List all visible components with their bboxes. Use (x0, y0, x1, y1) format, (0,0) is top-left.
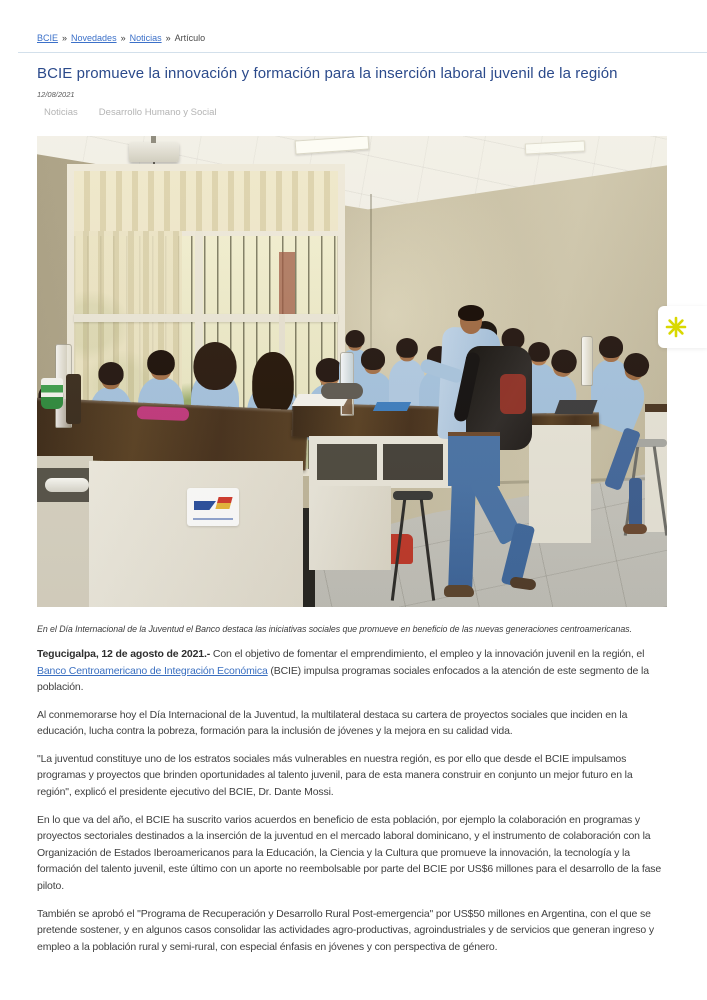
window-mullion (74, 314, 338, 322)
paragraph-4: En lo que va del año, el BCIE ha suscrito varios acuerdos en beneficio de esta población, por ejemplo la colaboración en programas y proyectos sectoriales destinados a la inserción de la juventud en el mercado laboral dominicano, y el instrumento de colaboración con la Organización de Estados Iberoamericanos para la Educación, la Ciencia y la Cultura que promueve la innovación, la tecnología y la formación del talento juvenil, este último con un aporte no reembolsable por parte del BCIE por US$6 millones para el desarrollo de la fase piloto. (37, 813, 662, 892)
paragraph-3: "La juventud constituye uno de los estratos sociales más vulnerables en nuestra región, es por ello que desde el BCIE impulsamos programas y proyectos que brinden oportunidades al talento juvenil, para de esta manera construir en conjunto un mejor futuro en la región", explicó el presidente ejecutivo del BCIE, Dr. Dante Mossi. (37, 752, 633, 799)
hair (361, 348, 385, 370)
standing-student (432, 308, 552, 604)
breadcrumb-link-noticias[interactable]: Noticias (129, 33, 162, 43)
lab-table-body (89, 461, 303, 607)
lab-table-panel (309, 486, 391, 570)
breadcrumb-link-bcie[interactable]: BCIE (37, 33, 59, 43)
pencil-pouch (321, 383, 363, 399)
article-photo (37, 136, 667, 607)
paragraph-2: Al conmemorarse hoy el Día Internacional de la Juventud, la multilateral destaca su cartera de proyectos sociales que inciden en la educación, lucha contra la pobreza, formación para la inclusión de jóvenes y la mejora en su calidad vida. (37, 708, 628, 738)
paragraph-1: Tegucigalpa, 12 de agosto de 2021.- Con el objetivo de fomentar el emprendimiento, el empleo y la innovación juvenil en la región, el Banco Centroamericano de Integración Económica (BCIE) impulsa programas sociales enfocados a la atención de este segmento de la población. (37, 648, 649, 694)
hair (193, 342, 236, 390)
tag-desarrollo-humano[interactable]: Desarrollo Humano y Social (98, 107, 217, 118)
breadcrumb-separator: » (120, 33, 126, 43)
striped-cup (41, 378, 63, 409)
header-divider (18, 52, 707, 53)
dateline: Tegucigalpa, 12 de agosto de 2021.- (37, 648, 211, 660)
laptop (554, 400, 597, 414)
stool-seat (393, 491, 433, 500)
projector (129, 142, 179, 162)
article-body (0, 646, 707, 955)
leg (448, 482, 476, 591)
window-outside-post (279, 252, 295, 318)
shoe (509, 576, 536, 591)
article-date: 12/08/2021 (37, 90, 75, 99)
notebook (373, 402, 411, 411)
stool (391, 491, 435, 603)
article-tags (44, 107, 667, 118)
sticker-text-line (193, 518, 233, 520)
bcie-link[interactable]: Banco Centroamericano de Integración Económica (37, 664, 268, 677)
hair (345, 330, 364, 348)
hair (252, 352, 294, 414)
breadcrumb-current: Artículo (174, 33, 206, 43)
window-blinds (74, 171, 338, 236)
breadcrumb-separator: » (62, 33, 68, 43)
hair (396, 338, 418, 358)
photo-caption: En el Día Internacional de la Juventud el Banco destaca las iniciativas sociales que promueve en beneficio de las nuevas generaciones centroamericanas. (37, 624, 632, 634)
asterisk-icon (665, 316, 687, 338)
breadcrumb-link-novedades[interactable]: Novedades (71, 33, 117, 43)
hair (147, 350, 175, 375)
pink-pencil-case (137, 406, 189, 421)
shoe (444, 585, 474, 597)
graduated-cylinder (581, 336, 593, 386)
bcie-logo-sticker (187, 488, 239, 526)
paragraph-5: También se aprobó el "Programa de Recuperación y Desarrollo Rural Post-emergencia" por US$50 millones en Argentina, con el que se pretende sostener, y en algunos casos consolidar las actividades agro-productivas, agroindustriales y de servicios que generan ingreso y empleo a la población rural y semi-rural, con especial énfasis en jóvenes y con perspectiva de género. (37, 907, 654, 953)
page-title: BCIE promueve la innovación y formación para la inserción laboral juvenil de la región (37, 65, 618, 82)
dark-bottle (66, 374, 81, 424)
hair (458, 305, 484, 321)
table-shelf (317, 444, 377, 480)
tag-noticias[interactable]: Noticias (44, 107, 78, 118)
seated-student-leg (629, 478, 642, 528)
seated-student-shoe (623, 524, 647, 534)
breadcrumb (37, 33, 667, 43)
hair (98, 362, 123, 385)
accessibility-widget-button[interactable] (658, 306, 707, 348)
breadcrumb-separator: » (165, 33, 171, 43)
